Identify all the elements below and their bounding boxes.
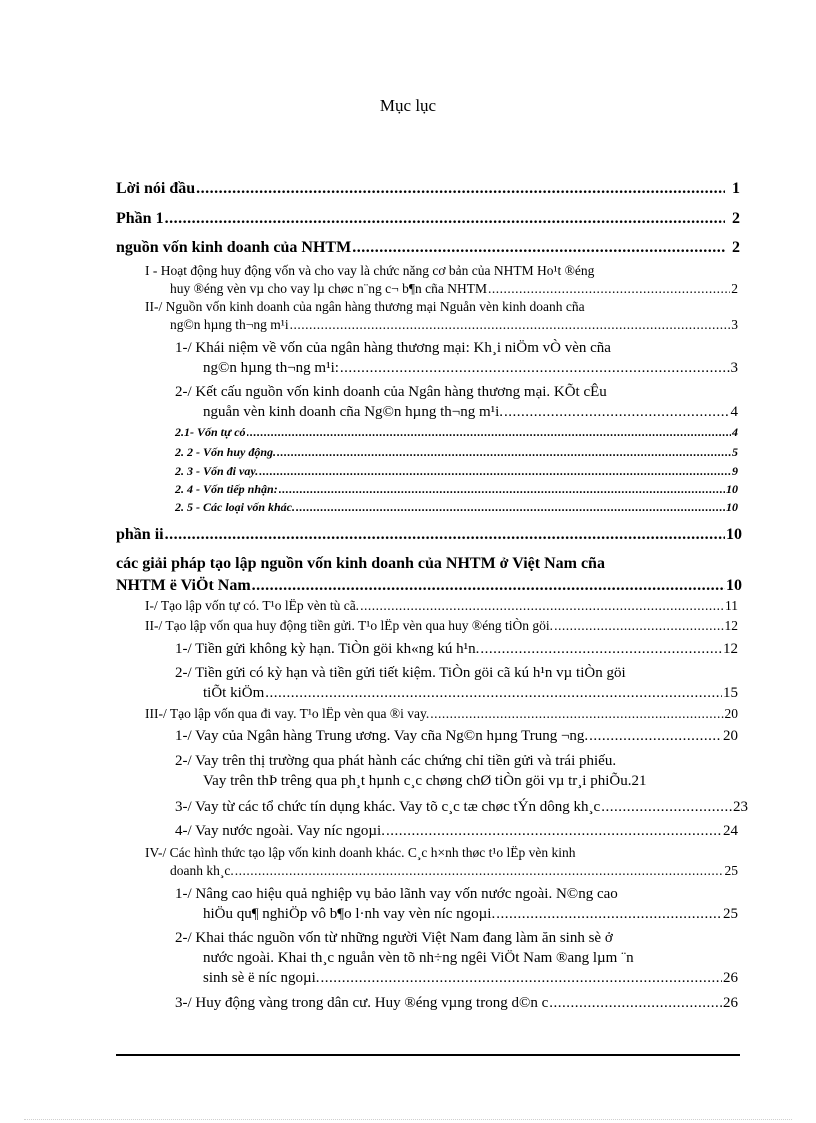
toc-entry-text: III-/ Tạo lập vốn qua đi vay. T¹o lËp vèn qua ®i vay. (145, 706, 430, 721)
toc-page-number: 24 (723, 823, 738, 839)
toc-entry-text: ng©n hµng th¬ng m¹i (170, 317, 289, 332)
toc-entry-line1[interactable]: I - Hoạt động huy động vốn và cho vay là chức năng cơ bản của NHTM Ho¹t ®éng (145, 263, 595, 278)
toc-page-number: 4 (732, 425, 738, 439)
toc-entry-text: nguồn vốn kinh doanh của NHTM (116, 239, 352, 256)
toc-page-number: 11 (725, 598, 738, 613)
toc-page-number: 12 (723, 641, 738, 657)
toc-entry-text: Lời nói đầu (116, 180, 196, 197)
toc-entry-text: Phần 1 (116, 210, 164, 227)
toc-entry[interactable] (145, 598, 738, 614)
toc-page-number: 10 (726, 482, 738, 496)
toc-entry[interactable] (175, 445, 738, 460)
toc-page-number: 9 (732, 464, 738, 478)
toc-entry-line1[interactable]: II-/ Nguồn vốn kinh doanh của ngân hàng thương mại Nguån vèn kinh doanh cña (145, 299, 585, 314)
toc-page-number: 25 (724, 863, 738, 878)
toc-page-number: 2 (732, 239, 740, 256)
toc-entry-text: nguån vèn kinh doanh cña Ng©n hµng th¬ng m¹i. (203, 404, 504, 420)
toc-entry[interactable] (175, 728, 738, 745)
toc-entry-text: Vay trên thÞ trêng qua ph¸t hµnh c¸c chøng chØ tiÒn göi vµ tr¸i phiÕu. (203, 773, 632, 789)
toc-entry-text: tiÕt kiÖm (203, 685, 265, 701)
toc-entry[interactable] (175, 823, 738, 840)
toc-entry[interactable] (170, 317, 738, 333)
toc-entry-text: II-/ Tạo lập vốn qua huy động tiền gửi. T¹o lËp vèn qua huy ®éng tiÒn göi. (145, 618, 554, 633)
toc-entry[interactable] (170, 863, 738, 879)
toc-page-number: 3 (730, 360, 738, 376)
toc-entry-text: sinh sè ë níc ngoµi. (203, 970, 320, 986)
toc-page-number: 10 (726, 577, 742, 594)
toc-entry-text: 2. 5 - Các loại vốn khác. (175, 500, 295, 514)
toc-entry-text: phần ii (116, 526, 164, 543)
toc-page-number: 4 (730, 404, 738, 420)
toc-entry-text: 4-/ Vay nước ngoài. Vay níc ngoµi. (175, 823, 385, 839)
toc-entry[interactable] (145, 618, 738, 634)
toc-page-number: 5 (732, 445, 738, 459)
toc-entry-line1[interactable]: 2-/ Tiền gửi có kỳ hạn và tiền gửi tiết kiệm. TiÒn göi cã kú h¹n vµ tiÒn göi (175, 665, 626, 681)
toc-entry-text: 2.1- Vốn tự có (175, 425, 246, 439)
toc-entry[interactable] (175, 482, 738, 497)
toc-entry[interactable] (116, 577, 740, 595)
toc-entry[interactable] (116, 526, 740, 544)
toc-entry-line1[interactable]: 2-/ Kết cấu nguồn vốn kinh doanh của Ngân hàng thương mại. KÕt cÊu (175, 384, 607, 400)
page-title: Mục lục (379, 96, 437, 115)
toc-page-number: 12 (724, 618, 738, 633)
toc-entry-text: huy ®éng vèn vµ cho vay lµ chøc n¨ng c¬ b¶n cña NHTM (170, 281, 487, 296)
toc-entry-text: 3-/ Vay từ các tổ chức tín dụng khác. Vay tõ c¸c tæ chøc tÝn dông kh¸c (175, 799, 601, 815)
toc-entry-text: ng©n hµng th¬ng m¹i: (203, 360, 339, 376)
toc-page-number: 20 (724, 706, 738, 721)
toc-entry[interactable] (175, 425, 738, 440)
page-edge-divider (24, 1119, 792, 1120)
toc-entry-text: 3-/ Huy động vàng trong dân cư. Huy ®éng vµng trong d©n c (175, 995, 549, 1011)
toc-page-number: 21 (631, 773, 647, 789)
toc-entry-text: 1-/ Tiền gửi không kỳ hạn. TiÒn göi kh«ng kú h¹n. (175, 641, 480, 657)
toc-entry[interactable] (203, 906, 738, 923)
footer-rule (116, 1054, 740, 1056)
toc-entry-line1[interactable]: các giải pháp tạo lập nguồn vốn kinh doanh của NHTM ở Việt Nam cña (116, 555, 605, 572)
toc-entry[interactable] (145, 706, 738, 722)
toc-entry-text: hiÖu qu¶ nghiÖp vô b¶o l·nh vay vèn níc ngoµi. (203, 906, 496, 922)
toc-page-number: 2 (731, 281, 738, 296)
toc-entry-line1[interactable]: IV-/ Các hình thức tạo lập vốn kinh doanh khác. C¸c h×nh thøc t¹o lËp vèn kinh (145, 845, 576, 860)
toc-entry[interactable] (203, 360, 738, 377)
toc-entry-line2: nước ngoài. Khai th¸c nguån vèn tõ nh÷ng ngêi ViÖt Nam ®ang lµm ¨n (203, 950, 634, 966)
toc-entry[interactable] (203, 970, 738, 987)
toc-entry[interactable] (170, 281, 738, 297)
toc-entry[interactable] (175, 799, 748, 816)
toc-entry[interactable] (175, 641, 738, 658)
toc-page-number: 20 (723, 728, 738, 744)
toc-entry[interactable] (116, 180, 740, 198)
toc-page-number: 15 (723, 685, 738, 701)
toc-entry-text: 1-/ Vay của Ngân hàng Trung ương. Vay cña Ng©n hµng Trung ¬ng. (175, 728, 589, 744)
toc-page-number: 26 (723, 970, 738, 986)
toc-entry-text: 2. 3 - Vốn đi vay. (175, 464, 259, 478)
toc-page-number: 25 (723, 906, 738, 922)
toc-page-number: 10 (726, 500, 738, 514)
toc-entry[interactable] (175, 464, 738, 479)
toc-entry-text: NHTM ë ViÖt Nam (116, 577, 251, 594)
toc-entry[interactable] (116, 210, 740, 228)
toc-entry[interactable] (203, 685, 738, 702)
toc-entry-line1[interactable]: 2-/ Khai thác nguồn vốn từ những người Việt Nam đang làm ăn sinh sè ở (175, 930, 613, 946)
toc-entry-text: 2. 4 - Vốn tiếp nhận: (175, 482, 278, 496)
toc-entry[interactable] (175, 500, 738, 515)
toc-page-number: 10 (726, 526, 742, 543)
toc-entry-line1[interactable]: 1-/ Khái niệm về vốn của ngân hàng thương mại: Kh¸i niÖm vÒ vèn cña (175, 340, 611, 356)
toc-entry-line1[interactable]: 2-/ Vay trên thị trường qua phát hành các chứng chỉ tiền gửi và trái phiếu. (175, 753, 617, 769)
toc-page-number: 26 (723, 995, 738, 1011)
toc-page-number: 23 (733, 799, 748, 815)
toc-entry[interactable] (203, 773, 748, 790)
toc-entry-text: I-/ Tạo lập vốn tự có. T¹o lËp vèn tù cã. (145, 598, 360, 613)
toc-entry-line1[interactable]: 1-/ Nâng cao hiệu quả nghiệp vụ bảo lãnh vay vốn nước ngoài. N©ng cao (175, 886, 618, 902)
toc-page-number: 3 (731, 317, 738, 332)
toc-entry[interactable] (175, 995, 738, 1012)
toc-page-number: 2 (732, 210, 740, 227)
toc-entry-text: 2. 2 - Vốn huy động. (175, 445, 277, 459)
toc-page-number: 1 (732, 180, 740, 197)
toc-entry[interactable] (203, 404, 738, 421)
toc-entry[interactable] (116, 239, 740, 257)
toc-entry-text: doanh kh¸c. (170, 863, 234, 878)
